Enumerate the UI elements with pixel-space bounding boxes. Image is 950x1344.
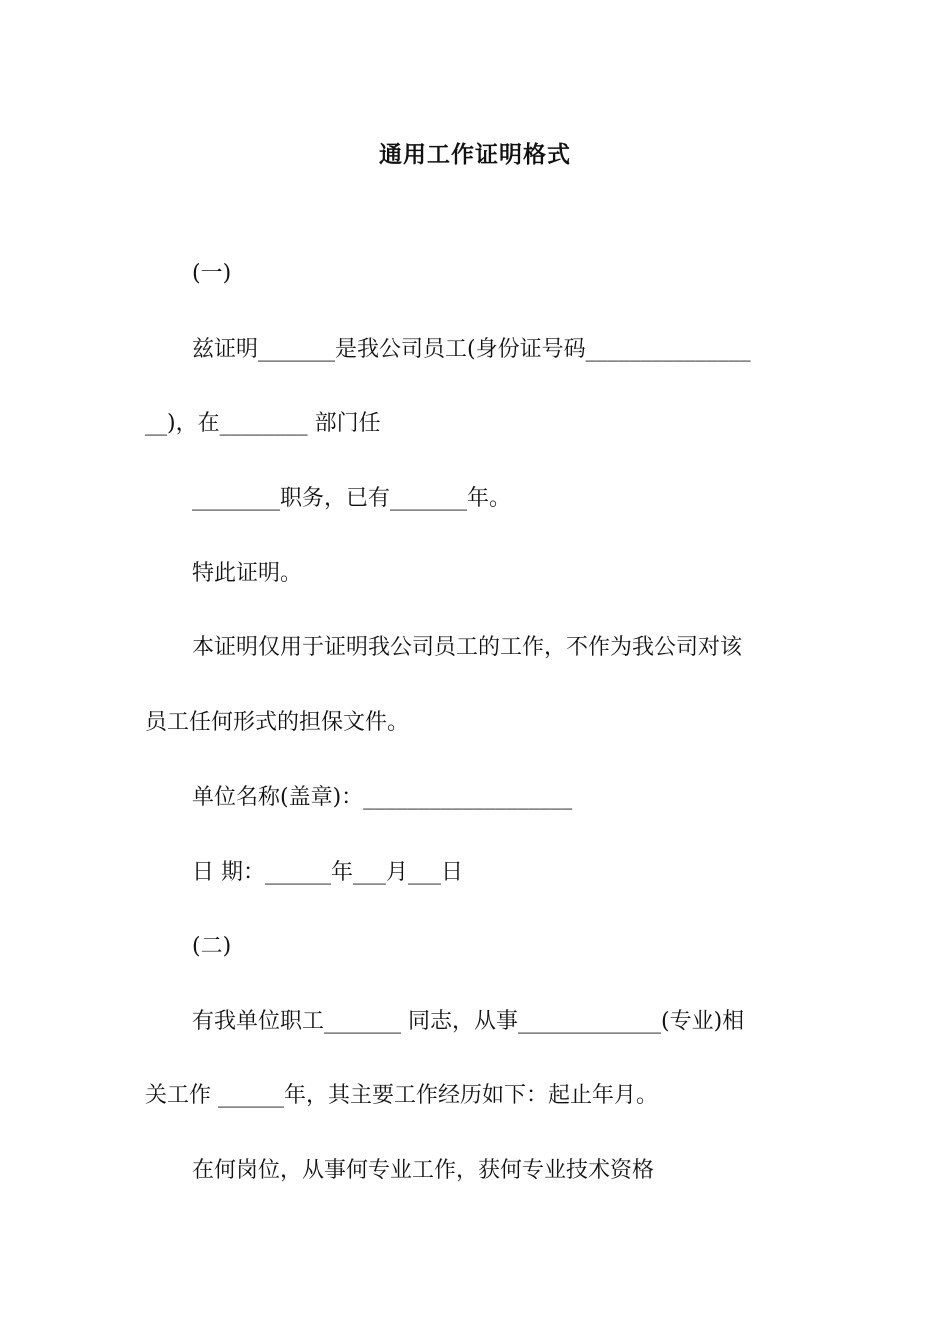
date-line: 日 期：______年___月___日 bbox=[192, 860, 463, 885]
signature-line: 单位名称(盖章)：___________________ bbox=[192, 785, 573, 810]
paragraph-line: 员工任何形式的担保文件。 bbox=[145, 710, 410, 735]
paragraph-line: 有我单位职工_______ 同志，从事_____________(专业)相 bbox=[192, 1009, 745, 1034]
document-title: 通用工作证明格式 bbox=[379, 141, 571, 168]
paragraph-line: 在何岗位，从事何专业工作，获何专业技术资格 bbox=[192, 1158, 655, 1183]
paragraph-line: 本证明仅用于证明我公司员工的工作，不作为我公司对该 bbox=[192, 635, 743, 660]
section-heading-2: (二) bbox=[192, 934, 232, 959]
paragraph-line: 关工作 ______年，其主要工作经历如下：起止年月。 bbox=[145, 1083, 658, 1108]
paragraph-line: 兹证明_______是我公司员工(身份证号码_______________ bbox=[192, 337, 751, 362]
section-heading-1: (一) bbox=[192, 261, 232, 286]
paragraph-line: 特此证明。 bbox=[192, 561, 303, 586]
paragraph-line: __)，在________ 部门任 bbox=[145, 411, 381, 436]
paragraph-line: ________职务，已有_______年。 bbox=[192, 486, 512, 511]
